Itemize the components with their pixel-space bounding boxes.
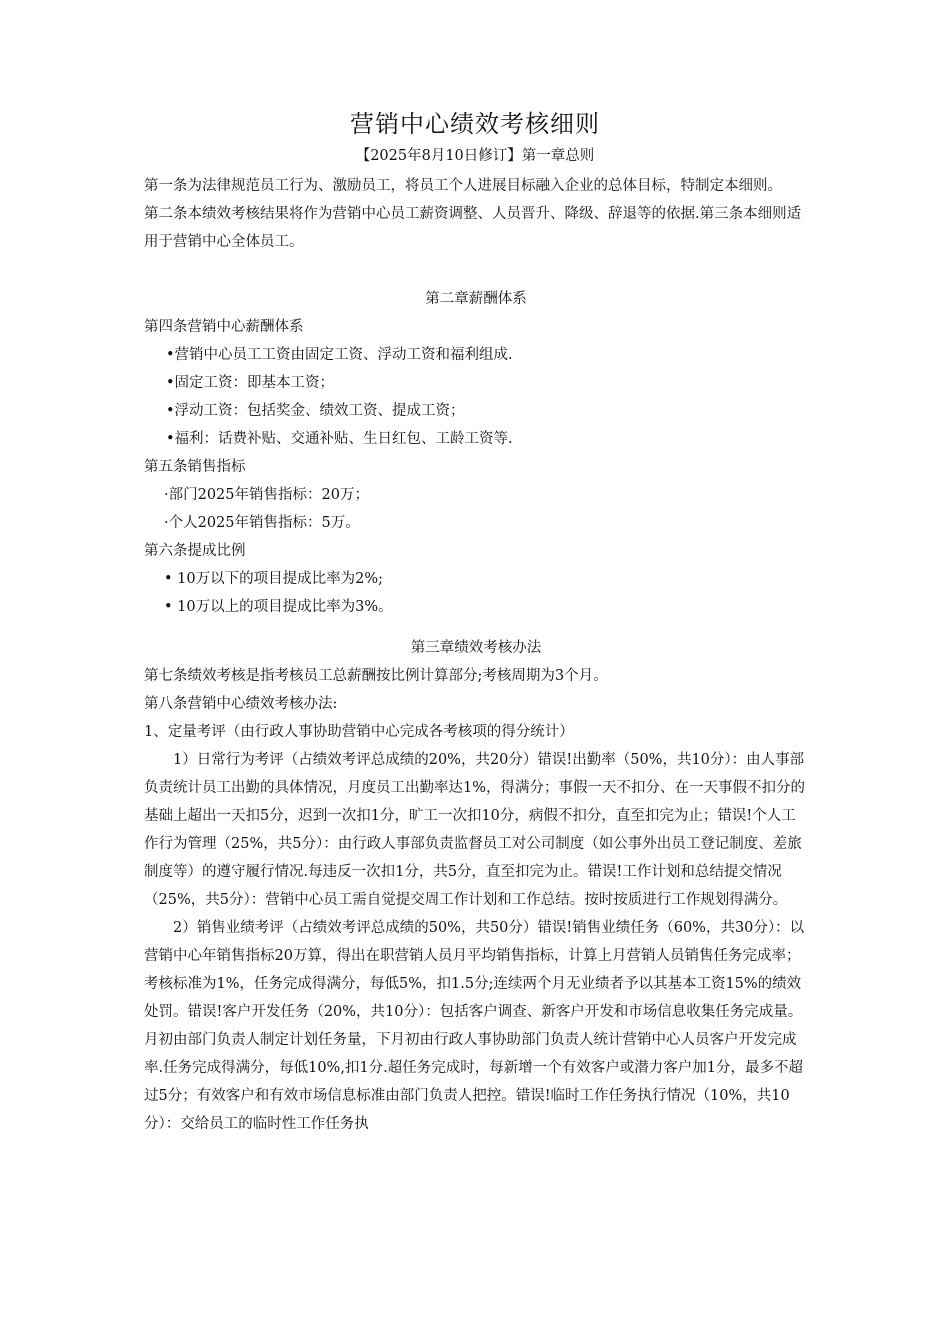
list-item: •营销中心员工工资由固定工资、浮动工资和福利组成.: [166, 347, 513, 363]
chapter-3-section: [144, 634, 808, 1138]
list-item: •福利：话费补贴、交通补贴、生日红包、工龄工资等.: [166, 431, 513, 447]
article-8-heading: 第八条营销中心绩效考核办法:: [144, 696, 338, 712]
chapter-2-section: [144, 285, 808, 621]
article-5-heading: 第五条销售指标: [144, 459, 246, 475]
list-item: • 10万以上的项目提成比率为3%。: [164, 599, 393, 615]
intro-section: [144, 172, 808, 256]
daily-behavior-paragraph: 1）日常行为考评（占绩效考评总成绩的20%，共20分）错误!出勤率（50%，共10分）：由人事部负责统计员工出勤的具体情况，月度员工出勤率达1%，得满分；事假一天不扣分、在一天事假不扣分的基础上超出一天扣5分，迟到一次扣1分，旷工一次扣10分，病假不扣分，直至扣完为止；错误!个人工作行为管理（25%，共5分）：由行政人事部负责监督员工对公司制度（如公事外出员工登记制度、差旅制度等）的遵守履行情况.每违反一次扣1分，共5分，直至扣完为止。错误!工作计划和总结提交情况（25%，共5分）：营销中心员工需自觉提交周工作计划和工作总结。按时按质进行工作规划得满分。: [144, 752, 805, 908]
document-subtitle: 【2025年8月10日修订】第一章总则: [355, 148, 595, 164]
list-item: •浮动工资：包括奖金、绩效工资、提成工资；: [166, 403, 465, 419]
article-4-heading: 第四条营销中心薪酬体系: [144, 319, 304, 335]
sales-performance-paragraph: 2）销售业绩考评（占绩效考评总成绩的50%，共50分）错误!销售业绩任务（60%，共30分）：以营销中心年销售指标20万算，得出在职营销人员月平均销售指标，计算上月营销人员销售任务完成率；考核标准为1%，任务完成得满分，每低5%，扣1.5分;连续两个月无业绩者予以其基本工资15%的绩效处罚。错误!客户开发任务（20%，共10分）：包括客户调查、新客户开发和市场信息收集任务完成量。月初由部门负责人制定计划任务量，下月初由行政人事协助部门负责人统计营销中心人员客户开发完成率.任务完成得满分，每低10%,扣1分.超任务完成时，每新增一个有效客户或潜力客户加1分，最多不超过5分；有效客户和有效市场信息标准由部门负责人把控。错误!临时工作任务执行情况（10%，共10分）：交给员工的临时性工作任务执: [144, 920, 805, 1132]
article-2-3: 第二条本绩效考核结果将作为营销中心员工薪资调整、人员晋升、降级、辞退等的依据.第三条本细则适用于营销中心全体员工。: [144, 206, 802, 250]
section-1-heading: 1、定量考评（由行政人事协助营销中心完成各考核项的得分统计）: [144, 724, 574, 740]
list-item: • 10万以下的项目提成比率为2%;: [164, 571, 383, 587]
list-item: ·个人2025年销售指标：5万。: [164, 515, 360, 531]
chapter-3-title: 第三章绩效考核办法: [410, 640, 542, 656]
article-6-heading: 第六条提成比例: [144, 543, 246, 559]
document-title: 营销中心绩效考核细则: [350, 110, 600, 138]
article-1: 第一条为法律规范员工行为、激励员工，将员工个人进展目标融入企业的总体目标，特制定本细则。: [144, 178, 782, 194]
article-7: 第七条绩效考核是指考核员工总薪酬按比例计算部分;考核周期为3个月。: [144, 668, 608, 684]
list-item: •固定工资：即基本工资；: [166, 375, 335, 391]
chapter-2-title: 第二章薪酬体系: [425, 291, 527, 307]
list-item: ·部门2025年销售指标：20万；: [164, 487, 369, 503]
